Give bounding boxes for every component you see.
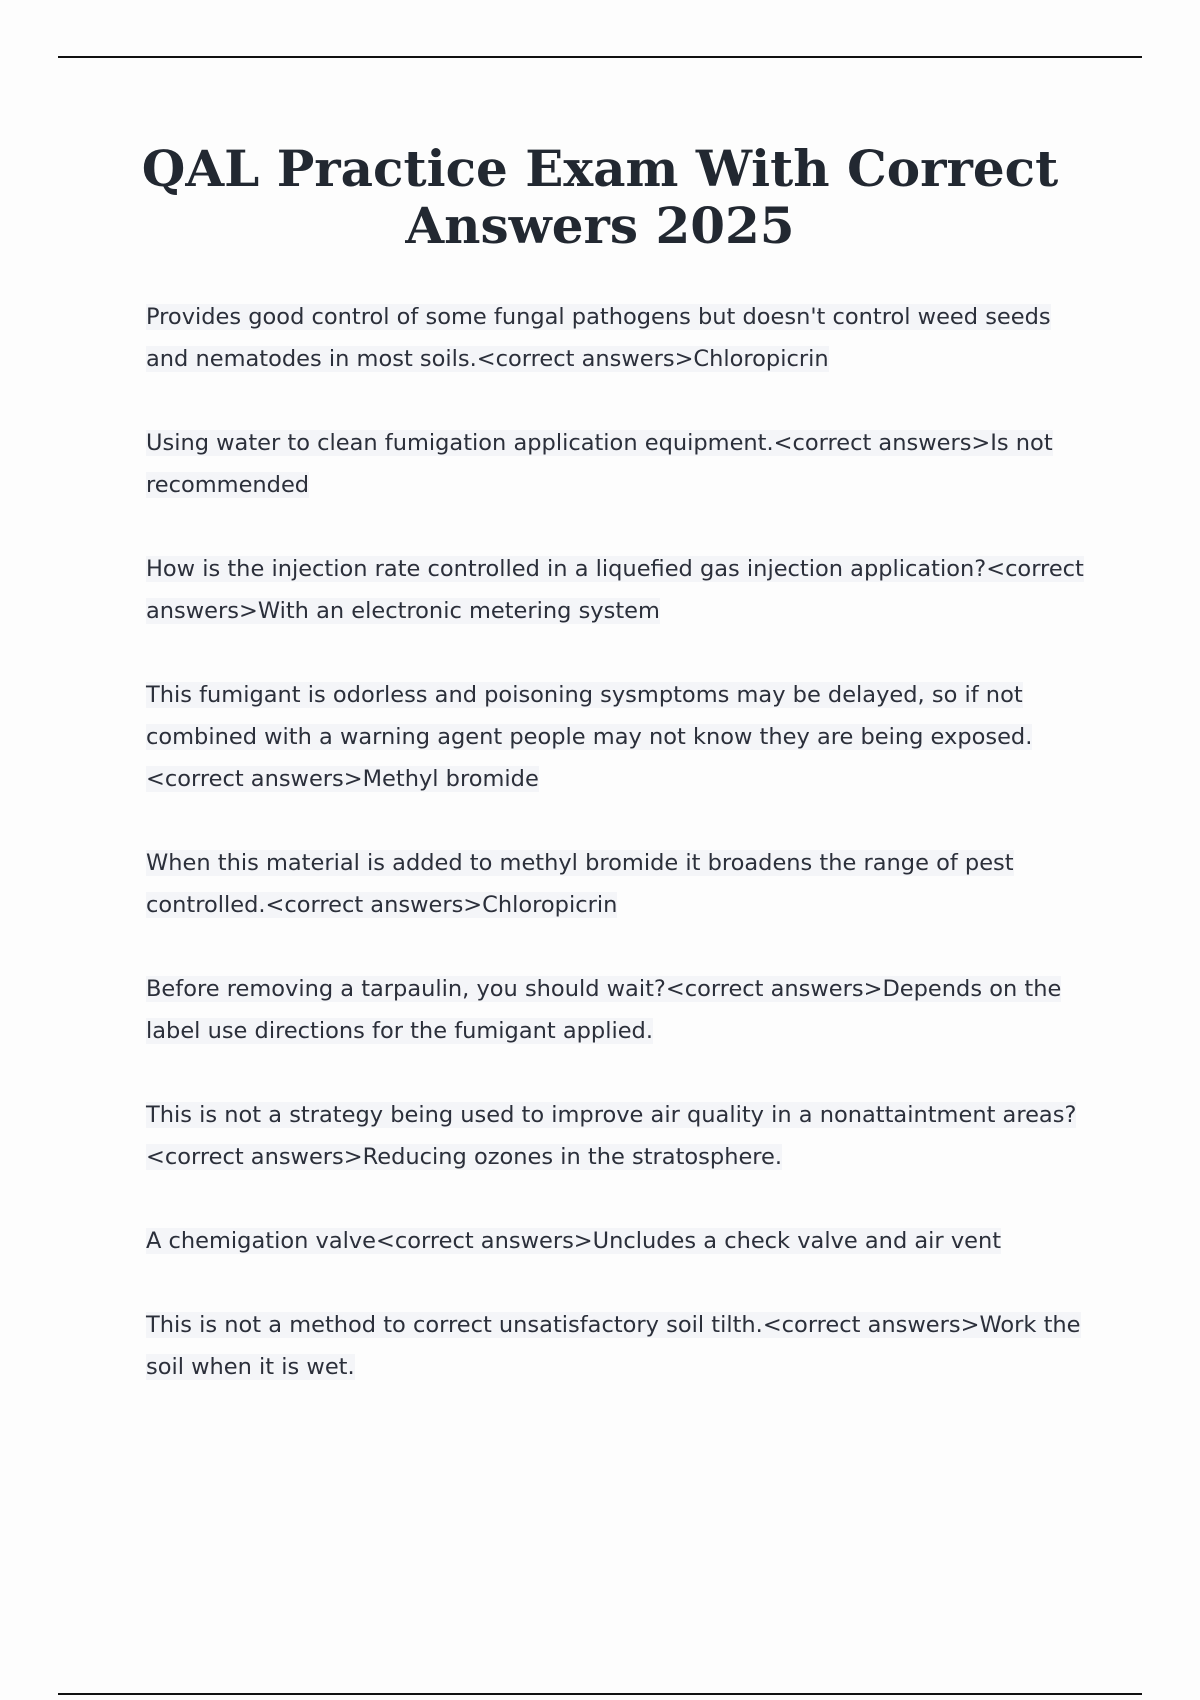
- qa-item-text: Using water to clean fumigation application equipment.<correct answers>Is not recommended: [146, 430, 1053, 498]
- qa-item-text: Provides good control of some fungal pathogens but doesn't control weed seeds and nematodes in most soils.<correct answers>Chloropicrin: [146, 304, 1051, 372]
- qa-item: [146, 1094, 1096, 1178]
- qa-item: [146, 548, 1096, 632]
- qa-item: [146, 968, 1096, 1052]
- top-rule: [58, 56, 1142, 58]
- qa-item-text: This fumigant is odorless and poisoning sysmptoms may be delayed, so if not combined with a warning agent people may not know they are being exposed.<correct answers>Methyl bromide: [146, 682, 1033, 792]
- qa-item: [146, 1304, 1096, 1388]
- qa-item-text: This is not a strategy being used to improve air quality in a nonattaintment areas?<correct answers>Reducing ozones in the stratosphere.: [146, 1102, 1077, 1170]
- bottom-rule: [58, 1693, 1142, 1695]
- qa-list: [146, 296, 1096, 1430]
- qa-item: [146, 422, 1096, 506]
- qa-item-text: How is the injection rate controlled in a liquefied gas injection application?<correct answers>With an electronic metering system: [146, 556, 1084, 624]
- qa-item: [146, 842, 1096, 926]
- qa-item: [146, 1220, 1096, 1262]
- qa-item-text: When this material is added to methyl bromide it broadens the range of pest controlled.<correct answers>Chloropicrin: [146, 850, 1014, 918]
- qa-item-text: A chemigation valve<correct answers>Uncludes a check valve and air vent: [146, 1228, 1002, 1254]
- qa-item: [146, 296, 1096, 380]
- qa-item-text: This is not a method to correct unsatisfactory soil tilth.<correct answers>Work the soil when it is wet.: [146, 1312, 1081, 1380]
- page-title: QAL Practice Exam With Correct Answers 2025: [141, 139, 1059, 255]
- qa-item: [146, 674, 1096, 800]
- qa-item-text: Before removing a tarpaulin, you should wait?<correct answers>Depends on the label use directions for the fumigant applied.: [146, 976, 1062, 1044]
